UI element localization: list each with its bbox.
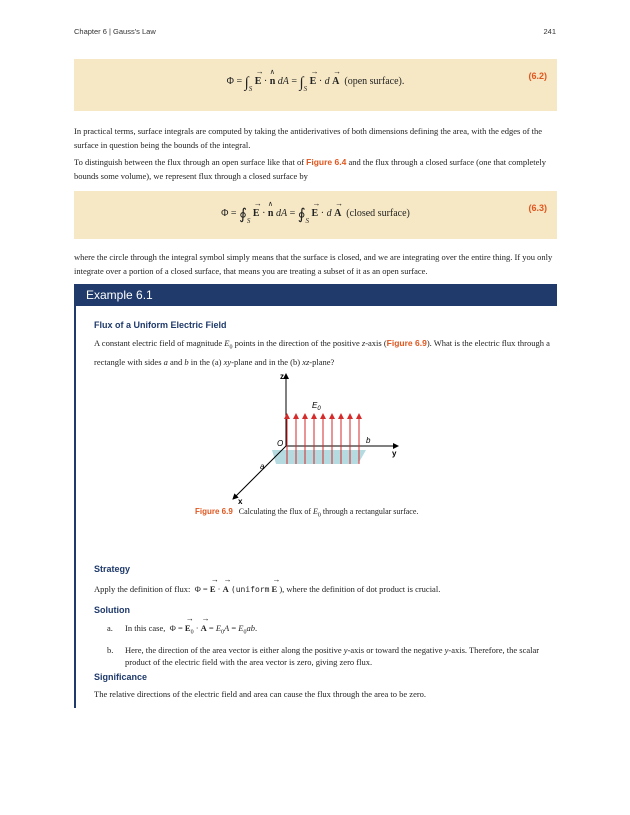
example-heading: Flux of a Uniform Electric Field <box>94 320 227 330</box>
x-axis <box>233 446 286 499</box>
page-number: 241 <box>543 27 556 36</box>
figure-caption: Figure 6.9 Calculating the flux of $E_0$ through a rectangular surface. <box>195 507 419 519</box>
example-problem: A constant electric field of magnitude $E_0$ points in the direction of the positive z-axis (Figure 6.9). What is the electric flux through a rectangle with sides a and b in the (a) xy-plane and in the (b) xz-plane? <box>94 338 550 367</box>
figure-6-9-link[interactable]: Figure 6.9 <box>386 338 427 348</box>
equation-6-3: $\Phi = ∮_S \to E$ · ∧ n dA = $∮_S \to E \cdot d \to A$ (closed surface) <box>74 205 557 225</box>
paragraph: In practical terms, surface integrals are computed by taking the antiderivatives of both dimensions defining the area, with the edges of the surface in question being the bounds of the integral. To distinguish between the flux through an open surface like that of Figure 6.4 and the flux through a closed surface (one that completely bounds some volume), we represent flux through a closed surface by <box>74 124 558 183</box>
example-title: Example 6.1 <box>86 288 153 302</box>
origin-label: O <box>277 439 284 448</box>
strategy-text: Apply the definition of flux: Φ = → E · → A (uniform → E ), where the definition of dot product is crucial. <box>94 582 554 597</box>
equation-6-2: $\Phi = \int_S \to E$ · ∧ n dA = $\int_S \to E \cdot d \to A$ (open surface). <box>74 75 557 93</box>
equation-box-6-2 <box>74 59 557 111</box>
running-header: Chapter 6 | Gauss's Law <box>74 27 156 36</box>
significance-text: The relative directions of the electric field and area can cause the flux through the area to be zero. <box>94 689 427 699</box>
solution-heading: Solution <box>94 605 130 615</box>
paragraph-closed-surface: where the circle through the integral symbol simply means that the surface is closed, and we are integrating over the entire thing. If you only integrate over a portion of a closed surface, that means you are treating a subset of it as an open surface. <box>74 252 553 276</box>
z-label: z <box>280 372 284 381</box>
paragraph-flux-closed: To distinguish between the flux through an open surface like that of Figure 6.4 and the flux through a closed surface (one that completely bounds some volume), we represent flux through a closed surface by <box>74 157 546 181</box>
x-label: x <box>238 497 243 506</box>
significance-heading: Significance <box>94 672 148 682</box>
figure-6-9-diagram <box>220 366 420 508</box>
rectangular-surface <box>272 450 366 464</box>
strategy-heading: Strategy <box>94 564 131 574</box>
a-label: a <box>260 462 265 471</box>
e0-label: $E_0$ <box>312 401 321 412</box>
equation-number: (6.3) <box>528 203 547 213</box>
example-title-bar <box>74 284 557 306</box>
y-label: y <box>392 449 397 458</box>
example-border <box>74 306 76 708</box>
equation-box-6-3 <box>74 191 557 239</box>
equation-number: (6.2) <box>528 71 547 81</box>
figure-6-4-link[interactable]: Figure 6.4 <box>306 157 347 167</box>
b-label: b <box>366 436 371 445</box>
